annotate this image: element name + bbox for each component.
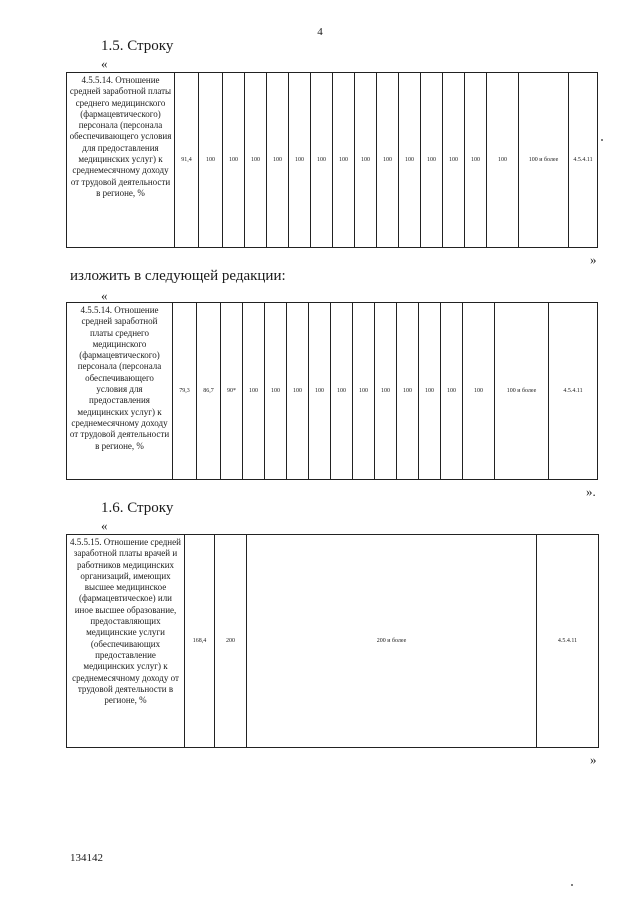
old-row-value: 100: [289, 73, 311, 248]
replace-instruction: изложить в следующей редакции:: [70, 268, 286, 284]
old-row-value: 100: [421, 73, 443, 248]
close-quote: ».: [586, 484, 596, 499]
new-row-label: 4.5.5.14. Отношение средней заработной платы среднего медицинского (фармацевтического) персонала (персонала обеспечивающего условия для предоставления медицинских услуг) к среднемесячному доходу от трудовой деятельности в регионе, %: [67, 303, 173, 480]
old-row-label: 4.5.5.14. Отношение средней заработной платы среднего медицинского (фармацевтического) персонала (персонала обеспечивающего условия для предоставления медицинских услуг) к среднемесячному доходу от трудовой деятельности в регионе, %: [67, 73, 175, 248]
open-quote: «: [101, 518, 108, 533]
old-row-value: 91,4: [175, 73, 199, 248]
new-row-value: 100: [309, 303, 331, 480]
old-row-value-final: 100 и более: [519, 73, 569, 248]
new-row-code: 4.5.4.11: [549, 303, 598, 480]
old-row-value: 100: [223, 73, 245, 248]
row-4-5-5-15-label: 4.5.5.15. Отношение средней заработной платы врачей и работников медицинских организаций, имеющих высшее медицинское (фармацевтическое) или иное высшее образование, предоставляющих медицинские услуги (обеспечивающих предоставление медицинских услуг) к среднемесячному доходу от трудовой деятельности в регионе, %: [67, 535, 185, 748]
old-row-value: 100: [355, 73, 377, 248]
close-quote: »: [590, 252, 597, 267]
row-4-5-5-15-merged-value: 200 и более: [247, 535, 537, 748]
open-quote: «: [101, 288, 108, 303]
row-4-5-5-15-value: 168,4: [185, 535, 215, 748]
open-quote: «: [101, 56, 108, 71]
row-4-5-5-15-value: 200: [215, 535, 247, 748]
old-row-table: [66, 72, 598, 248]
old-row-value: 100: [245, 73, 267, 248]
row-4-5-5-15-table: [66, 534, 599, 748]
new-row-value: 100: [441, 303, 463, 480]
close-quote: »: [590, 752, 597, 767]
old-row-code: 4.5.4.11: [569, 73, 598, 248]
document-code: 134142: [70, 852, 103, 864]
new-row-value: 100: [375, 303, 397, 480]
new-row-value: 90*: [221, 303, 243, 480]
old-row-value: 100: [267, 73, 289, 248]
new-row-value: 86,7: [197, 303, 221, 480]
old-row-value: 100: [487, 73, 519, 248]
section-1-5-heading: 1.5. Строку: [101, 38, 174, 54]
old-row-value: 100: [399, 73, 421, 248]
new-row-value: 100: [243, 303, 265, 480]
old-row-value: 100: [199, 73, 223, 248]
new-row-value: 100: [397, 303, 419, 480]
old-row-value: 100: [377, 73, 399, 248]
new-row-value: 100: [287, 303, 309, 480]
new-row-table: [66, 302, 598, 480]
new-row-value: 100: [419, 303, 441, 480]
new-row-value: 100: [463, 303, 495, 480]
page-number: 4: [317, 26, 323, 38]
old-row-value: 100: [333, 73, 355, 248]
new-row-value-final: 100 и более: [495, 303, 549, 480]
old-row-value: 100: [443, 73, 465, 248]
row-4-5-5-15-code: 4.5.4.11: [537, 535, 599, 748]
new-row-value: 100: [331, 303, 353, 480]
scan-speck: [601, 139, 603, 141]
new-row-value: 79,3: [173, 303, 197, 480]
scan-speck: [571, 884, 573, 886]
section-1-6-heading: 1.6. Строку: [101, 500, 174, 516]
new-row-value: 100: [353, 303, 375, 480]
old-row-value: 100: [311, 73, 333, 248]
new-row-value: 100: [265, 303, 287, 480]
old-row-value: 100: [465, 73, 487, 248]
